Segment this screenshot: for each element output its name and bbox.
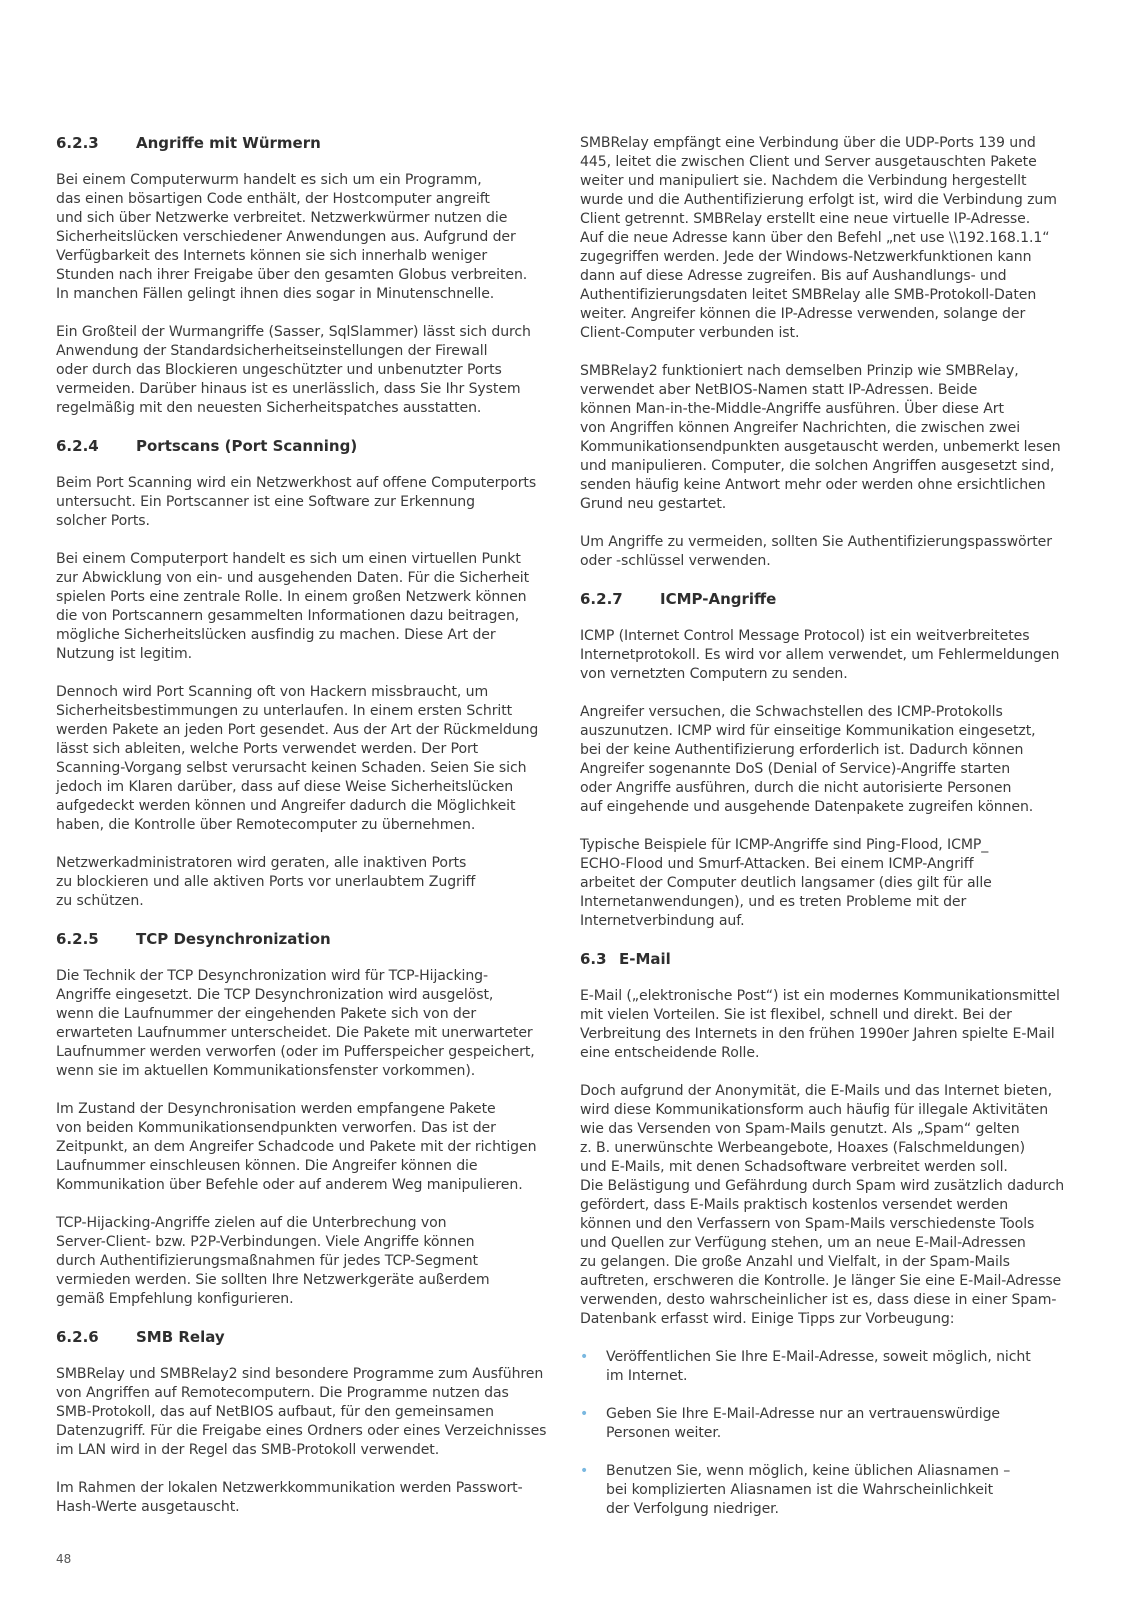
section-title: E-Mail	[619, 950, 671, 968]
section-title: Portscans (Port Scanning)	[136, 437, 358, 455]
list-item-text: Benutzen Sie, wenn möglich, keine üblichen Aliasnamen – bei komplizierten Aliasnamen ist die Wahrscheinlichkeit der Verfolgung niedriger.	[606, 1463, 1011, 1517]
list-item	[580, 1405, 1080, 1443]
page-number: 48	[56, 1552, 72, 1566]
paragraph: E-Mail („elektronische Post“) ist ein modernes Kommunikationsmittel mit vielen Vorteilen. Sie ist flexibel, schnell und direkt. Bei der Verbreitung des Internets in den frühen 1990er Jahren spielte E-Mail eine entscheidende Rolle.	[580, 988, 1060, 1061]
paragraph: Netzwerkadministratoren wird geraten, alle inaktiven Ports zu blockieren und alle aktiven Ports vor unerlaubtem Zugriff zu schützen.	[56, 855, 476, 909]
list-item-text: Geben Sie Ihre E-Mail-Adresse nur an vertrauenswürdige Personen weiter.	[606, 1406, 1001, 1441]
section-number: 6.3	[580, 950, 607, 968]
section-heading	[580, 950, 1080, 969]
section-title: SMB Relay	[136, 1328, 225, 1346]
section-heading	[56, 930, 556, 949]
paragraph: Die Technik der TCP Desynchronization wird für TCP-Hijacking- Angriffe eingesetzt. Die TCP Desynchronization wird ausgelöst, wenn die Laufnummer der eingehenden Pakete sich von der erwarteten Laufnummer unterscheidet. Die Pakete mit unerwarteter Laufnummer werden verworfen (oder im Pufferspeicher gespeichert, wenn sie im aktuellen Kommunikationsfenster vorkommen).	[56, 968, 535, 1079]
paragraph: Bei einem Computerwurm handelt es sich um ein Programm, das einen bösartigen Code enthält, der Hostcomputer angreift und sich über Netzwerke verbreitet. Netzwerkwürmer nutzen die Sicherheitslücken verschiedener Anwendungen aus. Aufgrund der Verfügbarkeit des Internets können sie sich innerhalb weniger Stunden nach ihrer Freigabe über den gesamten Globus verbreiten. In manchen Fällen gelingt ihnen dies sogar in Minutenschnelle.	[56, 172, 528, 302]
paragraph: Doch aufgrund der Anonymität, die E-Mails und das Internet bieten, wird diese Kommunikationsform auch häufig für illegale Aktivitäten wie das Versenden von Spam-Mails genutzt. Als „Spam“ gelten z. B. unerwünschte Werbeangebote, Hoaxes (Falschmeldungen) und E-Mails, mit denen Schadsoftware verbreitet werden soll. Die Belästigung und Gefährdung durch Spam wird zusätzlich dadurch gefördert, dass E-Mails praktisch kostenlos versendet werden können und den Verfassern von Spam-Mails verschiedenste Tools und Quellen zur Verfügung stehen, um an neue E-Mail-Adressen zu gelangen. Die große Anzahl und Vielfalt, in der Spam-Mails auftreten, erschweren die Kontrolle. Je länger Sie eine E-Mail-Adresse verwenden, desto wahrscheinlicher ist es, dass diese in einer Spam- Datenbank erfasst wird. Einige Tipps zur Vorbeugung:	[580, 1083, 1065, 1327]
section-number: 6.2.5	[56, 930, 99, 948]
section-6-2-4	[56, 437, 556, 911]
section-6-2-6-continued	[580, 134, 1080, 571]
tips-list	[580, 1348, 1080, 1519]
section-6-2-7	[580, 590, 1080, 931]
section-6-2-3	[56, 134, 556, 418]
list-item	[580, 1348, 1080, 1386]
section-number: 6.2.6	[56, 1328, 99, 1346]
left-column	[56, 134, 556, 1517]
section-title: ICMP-Angriffe	[660, 590, 777, 608]
section-heading	[56, 437, 556, 456]
section-heading	[56, 1328, 556, 1347]
bullet-icon: •	[580, 1406, 589, 1422]
paragraph: Ein Großteil der Wurmangriffe (Sasser, SqlSlammer) lässt sich durch Anwendung der Standardsicherheitseinstellungen der Firewall oder durch das Blockieren ungeschützter und unbenutzter Ports vermeiden. Darüber hinaus ist es unerlässlich, dass Sie Ihr System regelmäßig mit den neuesten Sicherheitspatches ausstatten.	[56, 324, 531, 416]
bullet-icon: •	[580, 1349, 589, 1365]
paragraph: ICMP (Internet Control Message Protocol) ist ein weitverbreitetes Internetprotokoll. Es wird vor allem verwendet, um Fehlermeldungen von vernetzten Computern zu senden.	[580, 628, 1060, 682]
list-item-text: Veröffentlichen Sie Ihre E-Mail-Adresse, soweit möglich, nicht im Internet.	[606, 1349, 1031, 1384]
section-heading	[56, 134, 556, 153]
paragraph: Dennoch wird Port Scanning oft von Hackern missbraucht, um Sicherheitsbestimmungen zu unterlaufen. In einem ersten Schritt werden Pakete an jeden Port gesendet. Aus der Art der Rückmeldung lässt sich ableiten, welche Ports verwendet werden. Der Port Scanning-Vorgang selbst verursacht keinen Schaden. Seien Sie sich jedoch im Klaren darüber, dass auf diese Weise Sicherheitslücken aufgedeckt werden können und Angreifer dadurch die Möglichkeit haben, die Kontrolle über Remotecomputer zu übernehmen.	[56, 684, 539, 833]
paragraph: Um Angriffe zu vermeiden, sollten Sie Authentifizierungspasswörter oder -schlüssel verwenden.	[580, 534, 1052, 569]
paragraph: SMBRelay und SMBRelay2 sind besondere Programme zum Ausführen von Angriffen auf Remotecomputern. Die Programme nutzen das SMB-Protokoll, das auf NetBIOS aufbaut, für den gemeinsamen Datenzugriff. Für die Freigabe eines Ordners oder eines Verzeichnisses im LAN wird in der Regel das SMB-Protokoll verwendet.	[56, 1366, 547, 1458]
section-6-2-6	[56, 1328, 556, 1517]
paragraph: Im Rahmen der lokalen Netzwerkkommunikation werden Passwort- Hash-Werte ausgetauscht.	[56, 1480, 523, 1515]
paragraph: SMBRelay empfängt eine Verbindung über die UDP-Ports 139 und 445, leitet die zwischen Client und Server ausgetauschten Pakete weiter und manipuliert sie. Nachdem die Verbindung hergestellt wurde und die Authentifizierung erfolgt ist, wird die Verbindung zum Client getrennt. SMBRelay erstellt eine neue virtuelle IP-Adresse. Auf die neue Adresse kann über den Befehl „net use \\192.168.1.1“ zugegriffen werden. Jede der Windows-Netzwerkfunktionen kann dann auf diese Adresse zugreifen. Bis auf Aushandlungs- und Authentifizierungsdaten leitet SMBRelay alle SMB-Protokoll-Daten weiter. Angreifer können die IP-Adresse verwenden, solange der Client-Computer verbunden ist.	[580, 135, 1057, 341]
section-heading	[580, 590, 1080, 609]
section-6-3	[580, 950, 1080, 1519]
right-column	[580, 134, 1080, 1519]
section-number: 6.2.7	[580, 590, 623, 608]
paragraph: Typische Beispiele für ICMP-Angriffe sind Ping-Flood, ICMP_ ECHO-Flood und Smurf-Attacken. Bei einem ICMP-Angriff arbeitet der Computer deutlich langsamer (dies gilt für alle Internetanwendungen), und es treten Probleme mit der Internetverbindung auf.	[580, 837, 992, 929]
paragraph: Bei einem Computerport handelt es sich um einen virtuellen Punkt zur Abwicklung von ein- und ausgehenden Daten. Für die Sicherheit spielen Ports eine zentrale Rolle. In einem großen Netzwerk können die von Portscannern gesammelten Informationen dazu beitragen, mögliche Sicherheitslücken ausfindig zu machen. Diese Art der Nutzung ist legitim.	[56, 551, 530, 662]
section-number: 6.2.3	[56, 134, 99, 152]
paragraph: SMBRelay2 funktioniert nach demselben Prinzip wie SMBRelay, verwendet aber NetBIOS-Namen statt IP-Adressen. Beide können Man-in-the-Middle-Angriffe ausführen. Über diese Art von Angriffen können Angreifer Nachrichten, die zwischen zwei Kommunikationsendpunkten ausgetauscht werden, unbemerkt lesen und manipulieren. Computer, die solchen Angriffen ausgesetzt sind, senden häufig keine Antwort mehr oder werden ohne ersichtlichen Grund neu gestartet.	[580, 363, 1061, 512]
section-title: Angriffe mit Würmern	[136, 134, 321, 152]
paragraph: Im Zustand der Desynchronisation werden empfangene Pakete von beiden Kommunikationsendpunkten verworfen. Das ist der Zeitpunkt, an dem Angreifer Schadcode und Pakete mit der richtigen Laufnummer einschleusen können. Die Angreifer können die Kommunikation über Befehle oder auf anderem Weg manipulieren.	[56, 1101, 537, 1193]
list-item	[580, 1462, 1080, 1519]
paragraph: TCP-Hijacking-Angriffe zielen auf die Unterbrechung von Server-Client- bzw. P2P-Verbindungen. Viele Angriffe können durch Authentifizierungsmaßnahmen für jedes TCP-Segment vermieden werden. Sie sollten Ihre Netzwerkgeräte außerdem gemäß Empfehlung konfigurieren.	[56, 1215, 490, 1307]
paragraph: Angreifer versuchen, die Schwachstellen des ICMP-Protokolls auszunutzen. ICMP wird für einseitige Kommunikation eingesetzt, bei der keine Authentifizierung erforderlich ist. Dadurch können Angreifer sogenannte DoS (Denial of Service)-Angriffe starten oder Angriffe ausführen, durch die nicht autorisierte Personen auf eingehende und ausgehende Datenpakete zugreifen können.	[580, 704, 1036, 815]
section-title: TCP Desynchronization	[136, 930, 331, 948]
paragraph: Beim Port Scanning wird ein Netzwerkhost auf offene Computerports untersucht. Ein Portscanner ist eine Software zur Erkennung solcher Ports.	[56, 475, 537, 529]
section-6-2-5	[56, 930, 556, 1309]
bullet-icon: •	[580, 1463, 589, 1479]
section-number: 6.2.4	[56, 437, 99, 455]
